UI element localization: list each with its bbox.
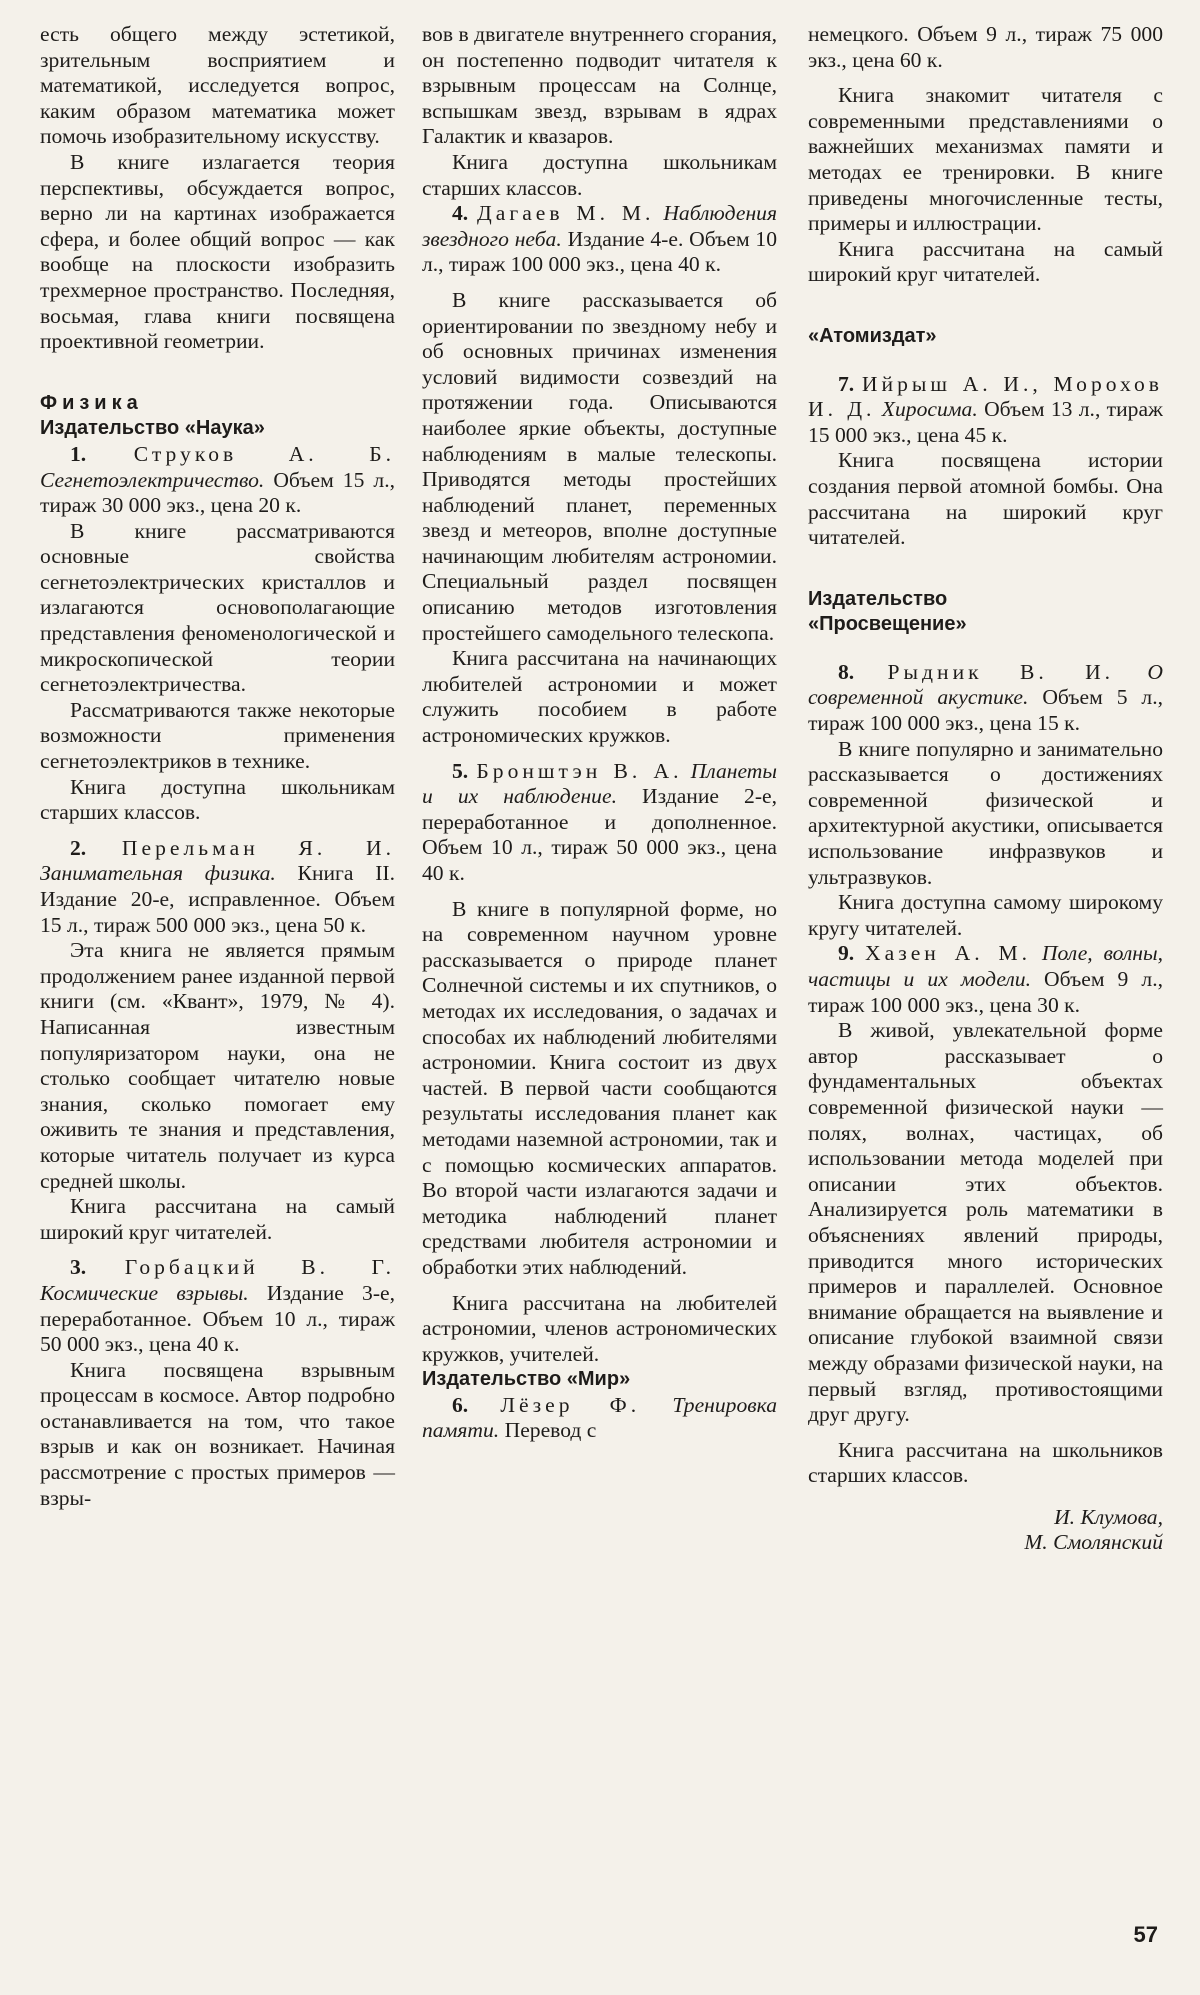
paragraph: В книге в популярной форме, но на современном научном уровне рассказывается о природе планет Солнечной системы и их спутников, о методах их исследования, о задачах и способах их наблюдений любителями астрономии. Книга состоит из двух частей. В первой части сообщаются результаты исследования планет как методами наземной астрономии, так и с помощью космических аппаратов. Во второй части излагаются задачи и методика наблюдений планет средствами любителя астрономии и обработки этих наблюдений. — [422, 896, 777, 1279]
book-author: Ийрыш А. И., Морохов И. Д. — [808, 371, 1163, 422]
column-2 — [422, 22, 777, 1444]
paragraph: В книге излагается теория перспективы, обсуждается вопрос, верно ли на картинах изображается сфера, и более общий вопрос — как вообще на плоскости изобразить трехмерное пространство. Последняя, восьмая, глава книги посвящена проективной геометрии. — [40, 149, 395, 354]
paragraph: В книге рассказывается об ориентировании по звездному небу и об основных причинах изменения условий видимости созвездий на протяжении года. Описываются наиболее яркие объекты, доступные наблюдениям в малые телескопы. Приводятся методы простейших наблюдений планет, переменных звезд и метеоров, вполне доступные начинающим любителям астрономии. Специальный раздел посвящен описанию методов изготовления простейшего самодельного телескопа. — [422, 287, 777, 645]
signature-author-1: И. Клумова, — [1054, 1504, 1163, 1529]
paragraph: В книге рассматриваются основные свойства сегнетоэлектрических кристаллов и излагаются основополагающие представления феноменологической и микроскопической теории сегнетоэлектричества. — [40, 518, 395, 697]
book-title: Планеты и их наблюдение. — [422, 758, 777, 809]
book-details: Объем 5 л., тираж 100 000 экз., цена 15 к. — [808, 685, 1163, 736]
book-title: Космические взрывы. — [40, 1280, 249, 1305]
book-title: Хиросима. — [881, 397, 978, 422]
publisher-heading: Издательство «Наука» — [40, 417, 265, 440]
book-details: Книга II. Издание 20-е, исправленное. Объем 15 л., тираж 500 000 экз., цена 50 к. — [40, 861, 395, 937]
book-title: Поле, волны, частицы и их модели. — [808, 941, 1163, 991]
book-details: Издание 2-е, переработанное и дополненное. Объем 10 л., тираж 50 000 экз., цена 40 к. — [422, 784, 777, 885]
book-author: Бронштэн В. А. — [476, 758, 683, 783]
book-title: Сегнетоэлектричество. — [40, 467, 265, 492]
book-details: Объем 13 л., тираж 15 000 экз., цена 45 к. — [808, 397, 1163, 447]
column-1 — [40, 22, 395, 1511]
book-entry: 3. Горбацкий В. Г. Космические взрывы. Издание 3-е, переработанное. Объем 10 л., тираж 50 000 экз., цена 40 к. — [40, 1255, 395, 1357]
paragraph: Книга рассчитана на самый широкий круг читателей. — [40, 1194, 395, 1244]
book-details: Перевод с — [504, 1418, 597, 1443]
book-entry: 7. Ийрыш А. И., Морохов И. Д. Хиросима. Объем 13 л., тираж 15 000 экз., цена 45 к. — [808, 371, 1163, 447]
paragraph: Книга рассчитана на любителей астрономии, членов астрономических кружков, учителей. — [422, 1290, 777, 1366]
paragraph: В книге популярно и занимательно рассказывается о достижениях современной физической и архитектурной акустики, описывается использование инфразвуков и ультразвуков. — [808, 736, 1163, 889]
book-entry: 9. Хазен А. М. Поле, волны, частицы и их модели. Объем 9 л., тираж 100 000 экз., цена 30 к. — [808, 941, 1163, 1017]
paragraph: Книга знакомит читателя с современными представлениями о важнейших механизмах памяти и методах ее тренировки. В книге приведены многочисленные тесты, примеры и иллюстрации. — [808, 83, 1163, 236]
paragraph: вов в двигателе внутреннего сгорания, он постепенно подводит читателя к взрывным процессам на Солнце, вспышкам звезд, взрывам в ядрах Галактик и квазаров. — [422, 22, 777, 149]
publisher-heading: «Атомиздат» — [808, 324, 937, 347]
paragraph: В живой, увлекательной форме автор рассказывает о фундаментальных объектах современной физической науки — полях, волнах, частицах, об использовании метода моделей при описании этих объектов. Анализируется роль математики в объяснениях явлений природы, приводится много исторических примеров и параллелей. Основное внимание обращается на выявление и описание глубокой взаимной связи между образами физической науки, на первый взгляд, противостоящими друг другу. — [808, 1018, 1163, 1427]
paragraph: Книга рассчитана на самый широкий круг читателей. — [808, 236, 1163, 287]
publisher-heading: Издательство «Мир» — [422, 1368, 631, 1391]
paragraph: Книга доступна школьникам старших классов. — [40, 774, 395, 825]
book-title: Тренировка памяти. — [422, 1392, 778, 1443]
publisher-heading: Издательство — [808, 587, 948, 610]
book-entry: 6. Лёзер Ф. Тренировка памяти. Перевод с — [422, 1392, 778, 1443]
book-author: Рыдник В. И. — [887, 659, 1115, 684]
book-entry: 2. Перельман Я. И. Занимательная физика. Книга II. Издание 20-е, исправленное. Объем 15 л., тираж 500 000 экз., цена 50 к. — [40, 835, 395, 937]
page-number: 57 — [1133, 1922, 1158, 1947]
paragraph: Книга посвящена взрывным процессам в космосе. Автор подробно останавливается на том, что такое взрыв и как он возникает. Начиная рассмотрение с простых примеров — взры- — [40, 1357, 395, 1510]
book-details: Издание 4-е. Объем 10 л., тираж 100 000 экз., цена 40 к. — [422, 226, 777, 277]
book-entry: 5. Бронштэн В. А. Планеты и их наблюдение. Издание 2-е, переработанное и дополненное. Объем 10 л., тираж 50 000 экз., цена 40 к. — [422, 758, 777, 885]
paragraph: Книга доступна самому широкому кругу читателей. — [808, 890, 1163, 940]
book-author: Дагаев М. М. — [477, 201, 655, 226]
book-author: Хазен А. М. — [865, 941, 1032, 966]
paragraph: Книга посвящена истории создания первой атомной бомбы. Она рассчитана на широкий круг читателей. — [808, 448, 1163, 550]
section-heading: Физика — [40, 391, 143, 414]
paragraph: Книга рассчитана на начинающих любителей астрономии и может служить пособием в работе астрономических кружков. — [422, 646, 777, 748]
paragraph: Книга рассчитана на школьников старших классов. — [808, 1437, 1163, 1488]
book-author: Перельман Я. И. — [121, 835, 395, 860]
book-author: Горбацкий В. Г. — [124, 1255, 395, 1280]
column-3 — [808, 22, 1163, 1556]
book-details: Издание 3-е, переработанное. Объем 10 л., тираж 50 000 экз., цена 40 к. — [40, 1280, 395, 1357]
paragraph: Книга доступна школьникам старших классов. — [422, 149, 777, 200]
book-entry: 8. Рыдник В. И. О современной акустике. Объем 5 л., тираж 100 000 экз., цена 15 к. — [808, 659, 1164, 736]
book-title: Занимательная физика. — [40, 861, 276, 886]
book-entry: 4. Дагаев М. М. Наблюдения звездного неба. Издание 4-е. Объем 10 л., тираж 100 000 экз., цена 40 к. — [422, 201, 777, 277]
book-entry: 1. Струков А. Б. Сегнетоэлектричество. Объем 15 л., тираж 30 000 экз., цена 20 к. — [40, 441, 395, 518]
paragraph: Эта книга не является прямым продолжением ранее изданной первой книги (см. «Квант», 1979, № 4). Написанная известным популяризатором науки, она не столько сообщает читателю новые знания, сколько помогает ему оживить те знания и представления, которые читатель получает из курса средней школы. — [40, 938, 395, 1193]
book-author: Струков А. Б. — [133, 441, 395, 466]
paragraph: Рассматриваются также некоторые возможности применения сегнетоэлектриков в технике. — [40, 697, 395, 774]
publisher-heading: «Просвещение» — [808, 613, 967, 636]
signature-author-2: М. Смолянский — [1024, 1530, 1163, 1555]
book-title: Наблюдения звездного неба. — [422, 201, 777, 251]
paragraph: немецкого. Объем 9 л., тираж 75 000 экз., цена 60 к. — [808, 22, 1163, 72]
book-details: Объем 15 л., тираж 30 000 экз., цена 20 к. — [40, 467, 395, 518]
book-details: Объем 9 л., тираж 100 000 экз., цена 30 к. — [808, 967, 1163, 1017]
paragraph: есть общего между эстетикой, зрительным восприятием и математикой, исследуется вопрос, каким образом математика может помочь изобразительному искусству. — [40, 22, 395, 149]
book-author: Лёзер Ф. — [500, 1392, 641, 1417]
book-title: О современной акустике. — [808, 659, 1164, 710]
